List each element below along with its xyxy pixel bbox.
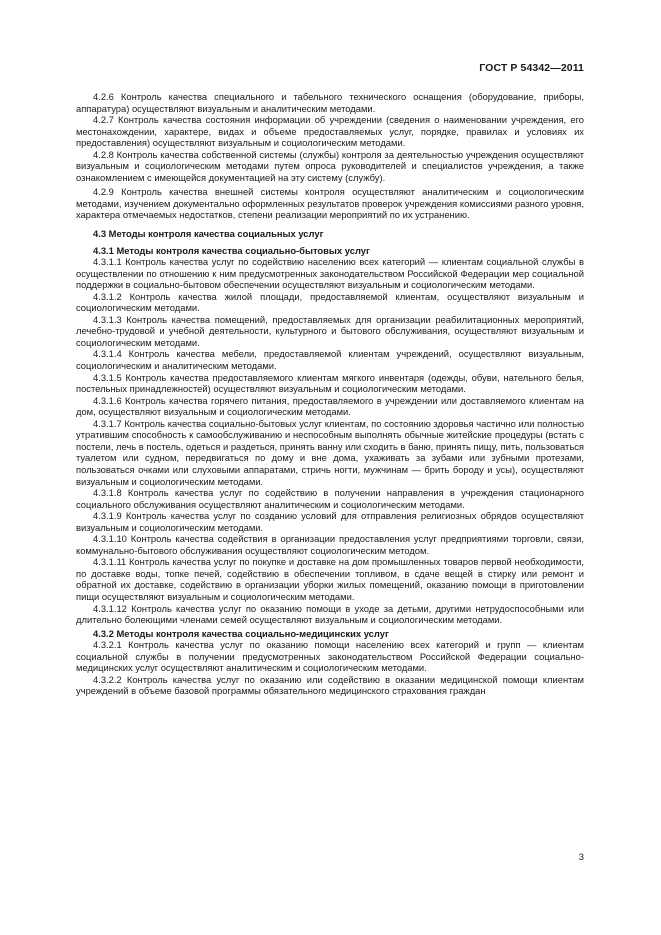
paragraph-4-3-1-9: 4.3.1.9 Контроль качества услуг по созданию условий для отправления религиозных обрядов осуществляют визуальным и социологическим методами.	[76, 510, 584, 533]
paragraph-4-3-1-3: 4.3.1.3 Контроль качества помещений, предоставляемых для организации реабилитационных мероприятий, лечебно-трудовой и учебной деятельности, культурного и бытового обслуживания, осуществляют визуальным и социологическим методами.	[76, 313, 584, 348]
paragraph-4-3-2-2: 4.3.2.2 Контроль качества услуг по оказанию или содействию в оказании медицинской помощи клиентам учреждений в объеме базовой программы обязательного медицинского страхования граждан	[76, 673, 584, 697]
paragraph-4-3-1-8: 4.3.1.8 Контроль качества услуг по содействию в получении направления в учреждения стационарного социального обслуживания осуществляют аналитическим и социологическим методами.	[76, 487, 584, 510]
paragraph-4-2-7: 4.2.7 Контроль качества состояния информации об учреждении (сведения о наименовании учреждения, его местонахождении, характере, видах и объеме предоставляемых услуг, порядке, правилах и условиях их предоставления) осуществляют визуальным и социологическим методами.	[76, 114, 584, 149]
document-body	[76, 91, 584, 697]
paragraph-4-3-1-1: 4.3.1.1 Контроль качества услуг по содействию населению всех категорий — клиентам социальной службы в осуществлении по отношению к ним предусмотренных законодательством Российской Федерации мер социальной поддержки в социально-бытовом обеспечении осуществляют визуальным и социологическим методами.	[76, 256, 584, 291]
paragraph-4-3-1-4: 4.3.1.4 Контроль качества мебели, предоставляемой клиентам учреждений, осуществляют визуальным, социологическим и аналитическим методами.	[76, 348, 584, 372]
section-4-3-heading: 4.3 Методы контроля качества социальных услуг	[93, 228, 324, 240]
paragraph-4-3-1-11: 4.3.1.11 Контроль качества услуг по покупке и доставке на дом промышленных товаров первой необходимости, по доставке воды, топке печей, содействию в обеспечении топливом, в сдаче вещей в стирку или ремонт и обратной их доставке, содействию в организации уборки жилых помещений, оказанию помощи в приготовлении пищи осуществляют визуальным и социологическим методами.	[76, 556, 584, 602]
paragraph-4-2-6: 4.2.6 Контроль качества специального и табельного технического оснащения (оборудование, приборы, аппаратура) осуществляют визуальным и аналитическим методами.	[76, 91, 584, 114]
paragraph-4-3-1-7: 4.3.1.7 Контроль качества социально-бытовых услуг клиентам, по состоянию здоровья частично или полностью утратившим способность к самообслуживанию и неспособным выполнять обычные житейские процедуры (встать с постели, лечь в постель, одеться и раздеться, принять ванну или сходить в баню, принять пищу, пить, пользоваться туалетом или судном, передвигаться по дому и вне дома, ухаживать за зубами или зубными протезами, пользоваться очками или слуховыми аппаратами, стричь ногти, мужчинам — брить бороду и усы), осуществляют визуальным и социологическим методами.	[76, 417, 584, 487]
standard-code-header: ГОСТ Р 54342—2011	[479, 62, 584, 74]
paragraph-4-3-1-6: 4.3.1.6 Контроль качества горячего питания, предоставляемого в учреждении или доставляемого клиентам на дом, осуществляют визуальным и социологическим методами.	[76, 394, 584, 418]
section-4-3-2-heading: 4.3.2 Методы контроля качества социально-медицинских услуг	[93, 627, 389, 639]
paragraph-4-3-2-1: 4.3.2.1 Контроль качества услуг по оказанию помощи населению всех категорий и групп — клиентам социальной службы в получении предусмотренных законодательством Российской Федерации социально-медицинских услуг осуществляют аналитическим и социологическим методами.	[76, 639, 584, 674]
paragraph-4-2-8: 4.2.8 Контроль качества собственной системы (службы) контроля за деятельностью учреждения осуществляют визуальным и социологическим методами путем опроса руководителей и специалистов учреждения, а также ознакомлением с имеющейся документацией на эту систему (службу).	[76, 148, 584, 183]
section-4-3-1-heading: 4.3.1 Методы контроля качества социально-бытовых услуг	[93, 244, 370, 256]
paragraph-4-3-1-2: 4.3.1.2 Контроль качества жилой площади, предоставляемой клиентам, осуществляют визуальным и социологическим методами.	[76, 290, 584, 314]
paragraph-4-3-1-10: 4.3.1.10 Контроль качества содействия в организации предоставления услуг предприятиями торговли, связи, коммунально-бытового обслуживания осуществляют социологическим методом.	[76, 533, 584, 556]
paragraph-4-3-1-12: 4.3.1.12 Контроль качества услуг по оказанию помощи в уходе за детьми, другими нетрудоспособными или длительно болеющими членами семей осуществляют визуальным и социологическим методами.	[76, 602, 584, 626]
paragraph-4-3-1-5: 4.3.1.5 Контроль качества предоставляемого клиентам мягкого инвентаря (одежды, обуви, нательного белья, постельных принадлежностей) осуществляют визуальным и социологическим методами.	[76, 371, 584, 395]
paragraph-4-2-9: 4.2.9 Контроль качества внешней системы контроля осуществляют аналитическим и социологическим методами, изучением документально оформленных результатов проверок учреждения комиссиями разного уровня, характера отмечаемых недостатков, степени реализации мероприятий по их устранению.	[76, 186, 584, 221]
page-number: 3	[578, 851, 584, 862]
